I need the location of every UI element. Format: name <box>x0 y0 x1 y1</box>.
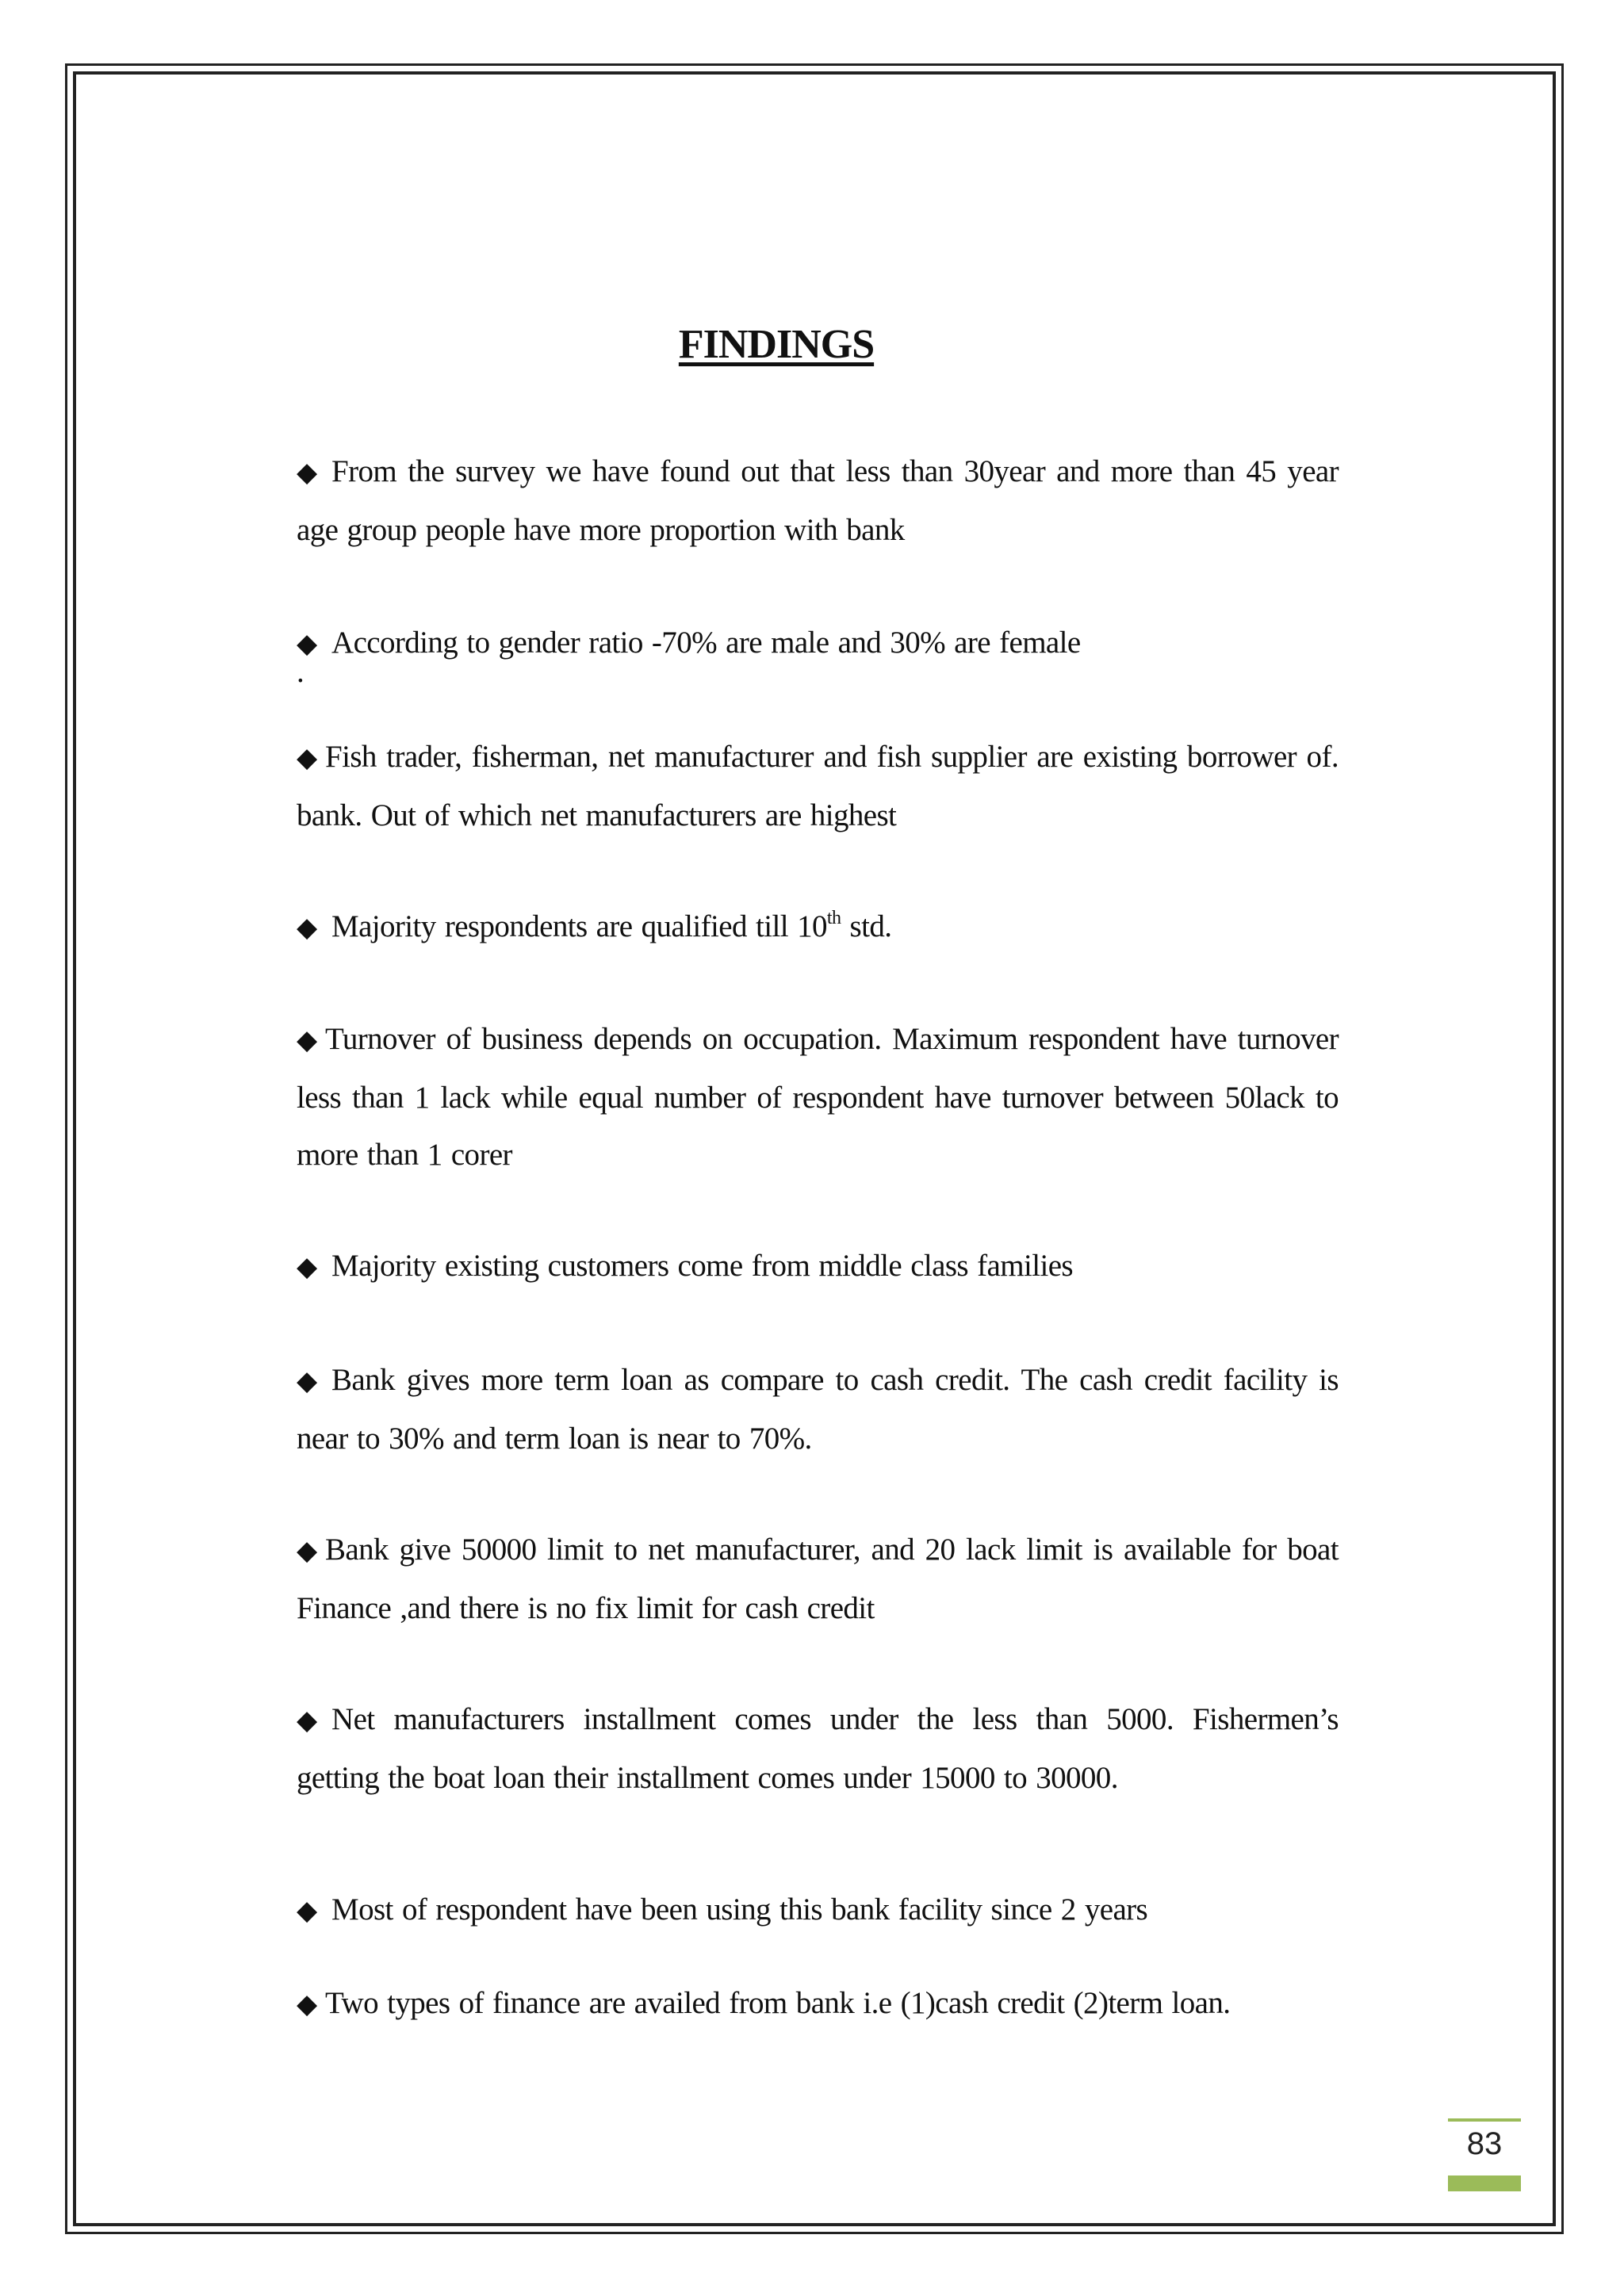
finding-item <box>297 1881 1339 1940</box>
finding-text: Net manufacturers installment comes under the less than 5000. Fishermen’s getting the boat loan their installment comes under 15000 to 30000. <box>297 1702 1339 1795</box>
diamond-bullet-icon: ◆ <box>297 1706 317 1735</box>
finding-text: Majority existing customers come from middle class families <box>331 1249 1073 1283</box>
diamond-bullet-icon: ◆ <box>297 1253 317 1282</box>
page-number-bar <box>1448 2175 1521 2191</box>
finding-item <box>297 1352 1339 1468</box>
finding-text: Two types of finance are availed from bank i.e (1)cash credit (2)term loan. <box>325 1986 1231 2020</box>
finding-text: Most of respondent have been using this bank facility since 2 years <box>331 1892 1148 1927</box>
finding-item <box>297 1691 1339 1807</box>
finding-text: Bank give 50000 limit to net manufacturer, and 20 lack limit is available for boat Finance ,and there is no fix limit for cash credit <box>297 1533 1339 1625</box>
diamond-bullet-icon: ◆ <box>297 1026 317 1055</box>
finding-item <box>297 1011 1339 1184</box>
page-number-box <box>1448 2118 1521 2191</box>
diamond-bullet-icon: ◆ <box>297 913 317 943</box>
finding-item <box>297 898 1339 957</box>
finding-item <box>297 1238 1339 1296</box>
finding-text: Majority respondents are qualified till 10 <box>331 909 827 943</box>
diamond-bullet-icon: ◆ <box>297 1990 317 2019</box>
superscript-th: th <box>826 908 841 928</box>
page-number-top-rule <box>1448 2118 1521 2122</box>
finding-item <box>297 1975 1339 2034</box>
finding-text-after: std. <box>841 909 892 943</box>
diamond-bullet-icon: ◆ <box>297 1536 317 1566</box>
page-number: 83 <box>1466 2126 1503 2161</box>
finding-item <box>297 1521 1339 1637</box>
diamond-bullet-icon: ◆ <box>297 629 317 659</box>
finding-text: Turnover of business depends on occupation. Maximum respondent have turnover less than 1 lack while equal number of respondent have turnover between 50lack to more than 1 corer <box>297 1022 1339 1172</box>
diamond-bullet-icon: ◆ <box>297 458 317 488</box>
stray-dot: . <box>297 655 304 689</box>
finding-item <box>297 443 1339 559</box>
finding-text: From the survey we have found out that less than 30year and more than 45 year age group people have more proportion with bank <box>297 454 1339 547</box>
finding-item <box>297 729 1339 844</box>
diamond-bullet-icon: ◆ <box>297 1367 317 1396</box>
finding-text: Bank gives more term loan as compare to cash credit. The cash credit facility is near to 30% and term loan is near to 70%. <box>297 1363 1339 1456</box>
page-title: FINDINGS <box>678 321 875 367</box>
diamond-bullet-icon: ◆ <box>297 744 317 773</box>
finding-item <box>297 614 1339 673</box>
finding-text: According to gender ratio -70% are male and 30% are female <box>331 626 1081 660</box>
diamond-bullet-icon: ◆ <box>297 1896 317 1926</box>
finding-text: Fish trader, fisherman, net manufacturer and fish supplier are existing borrower of. bank. Out of which net manufacturers are highest <box>297 740 1339 832</box>
